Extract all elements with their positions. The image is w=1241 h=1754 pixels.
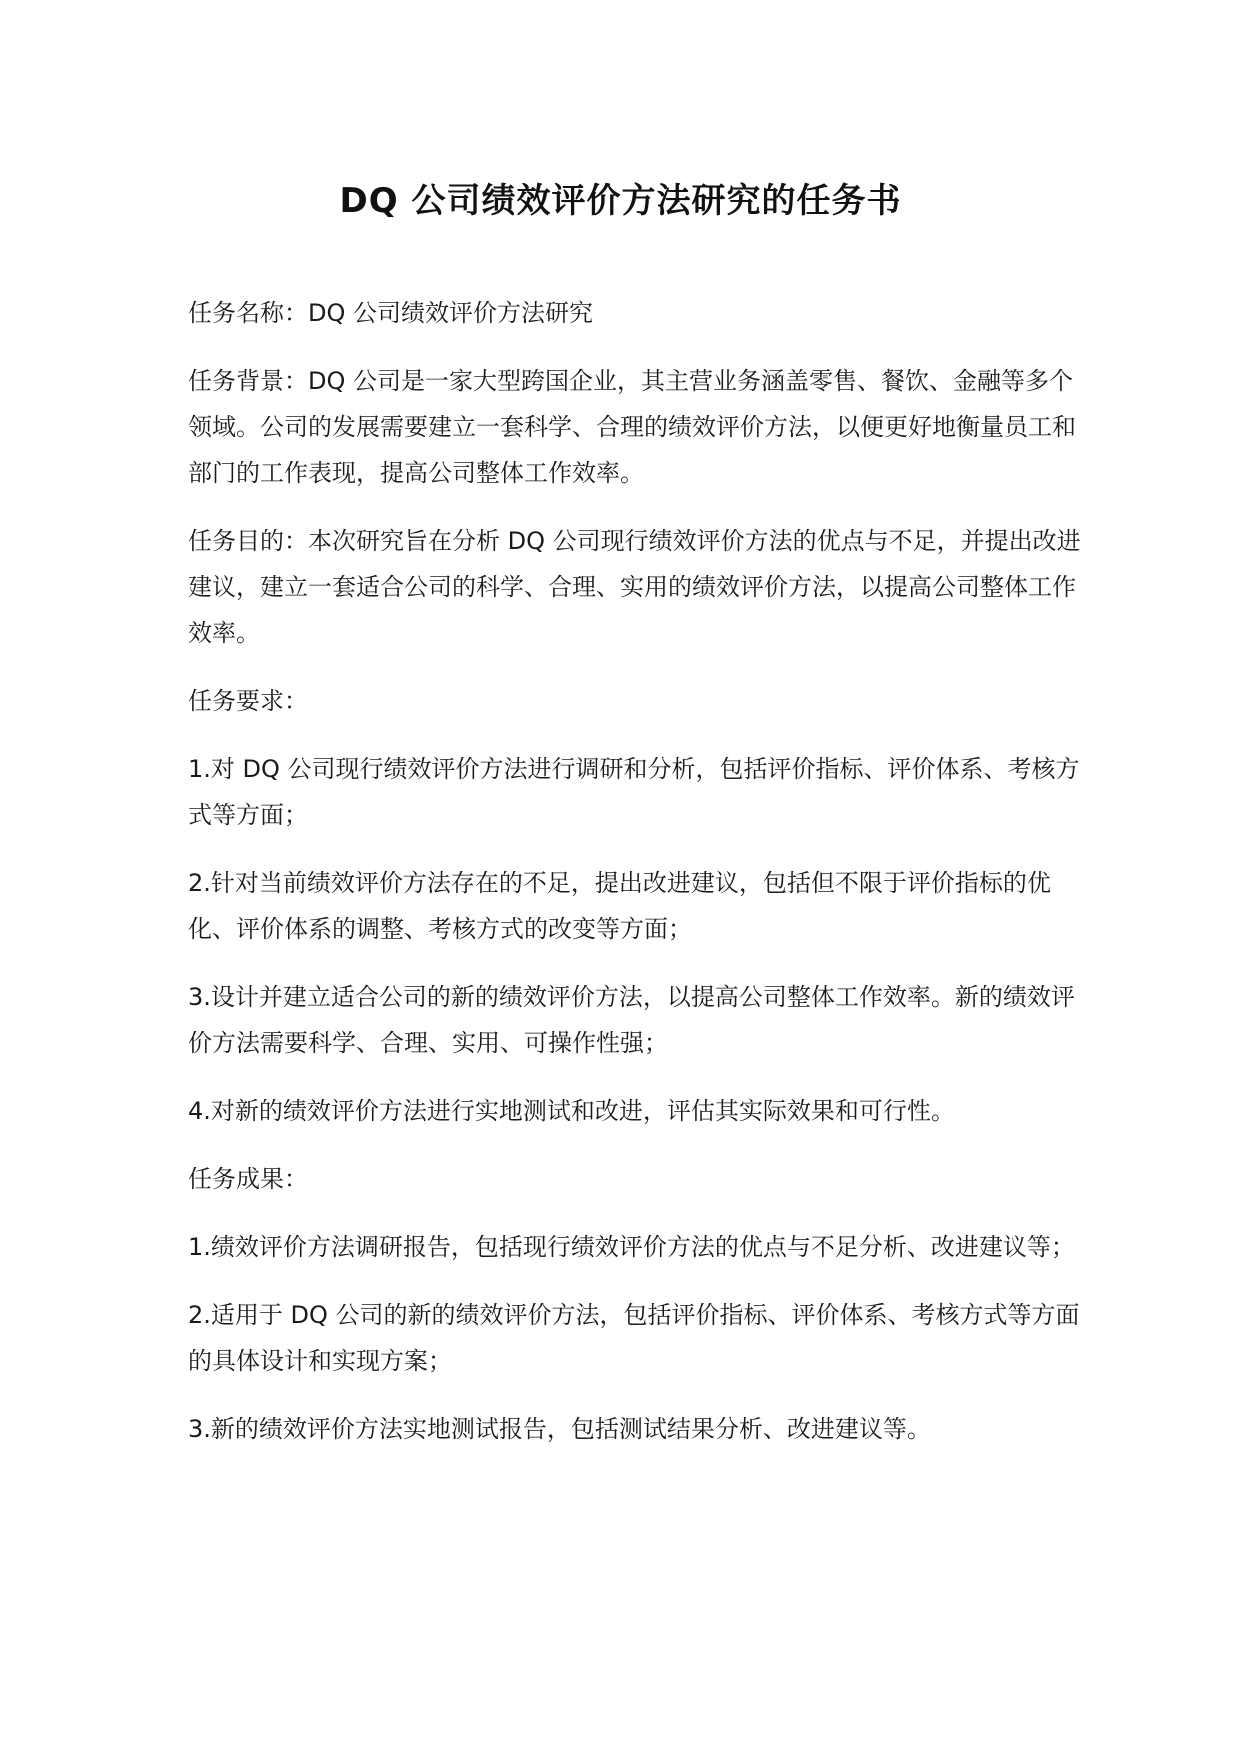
paragraph-task-name: 任务名称：DQ 公司绩效评价方法研究 [188, 299, 593, 327]
requirement-item-1: 1.对 DQ 公司现行绩效评价方法进行调研和分析，包括评价指标、评价体系、考核方式等方面； [188, 755, 1080, 829]
paragraph-task-background: 任务背景：DQ 公司是一家大型跨国企业，其主营业务涵盖零售、餐饮、金融等多个领域。公司的发展需要建立一套科学、合理的绩效评价方法，以便更好地衡量员工和部门的工作表现，提高公司整体工作效率。 [188, 367, 1076, 487]
document-body [188, 290, 1083, 1474]
result-item-1: 1.绩效评价方法调研报告，包括现行绩效评价方法的优点与不足分析、改进建议等； [188, 1233, 1075, 1261]
paragraph-task-purpose: 任务目的：本次研究旨在分析 DQ 公司现行绩效评价方法的优点与不足，并提出改进建议，建立一套适合公司的科学、合理、实用的绩效评价方法，以提高公司整体工作效率。 [188, 527, 1081, 647]
result-item-2: 2.适用于 DQ 公司的新的绩效评价方法，包括评价指标、评价体系、考核方式等方面的具体设计和实现方案； [188, 1301, 1080, 1375]
document-title: DQ 公司绩效评价方法研究的任务书 [339, 181, 902, 221]
result-item-3: 3.新的绩效评价方法实地测试报告，包括测试结果分析、改进建议等。 [188, 1415, 931, 1443]
requirement-item-3: 3.设计并建立适合公司的新的绩效评价方法，以提高公司整体工作效率。新的绩效评价方法需要科学、合理、实用、可操作性强； [188, 983, 1075, 1057]
paragraph-results-heading: 任务成果： [188, 1165, 308, 1193]
paragraph-requirements-heading: 任务要求： [188, 687, 308, 715]
requirement-item-2: 2.针对当前绩效评价方法存在的不足，提出改进建议，包括但不限于评价指标的优化、评价体系的调整、考核方式的改变等方面； [188, 869, 1051, 943]
requirement-item-4: 4.对新的绩效评价方法进行实地测试和改进，评估其实际效果和可行性。 [188, 1097, 955, 1125]
